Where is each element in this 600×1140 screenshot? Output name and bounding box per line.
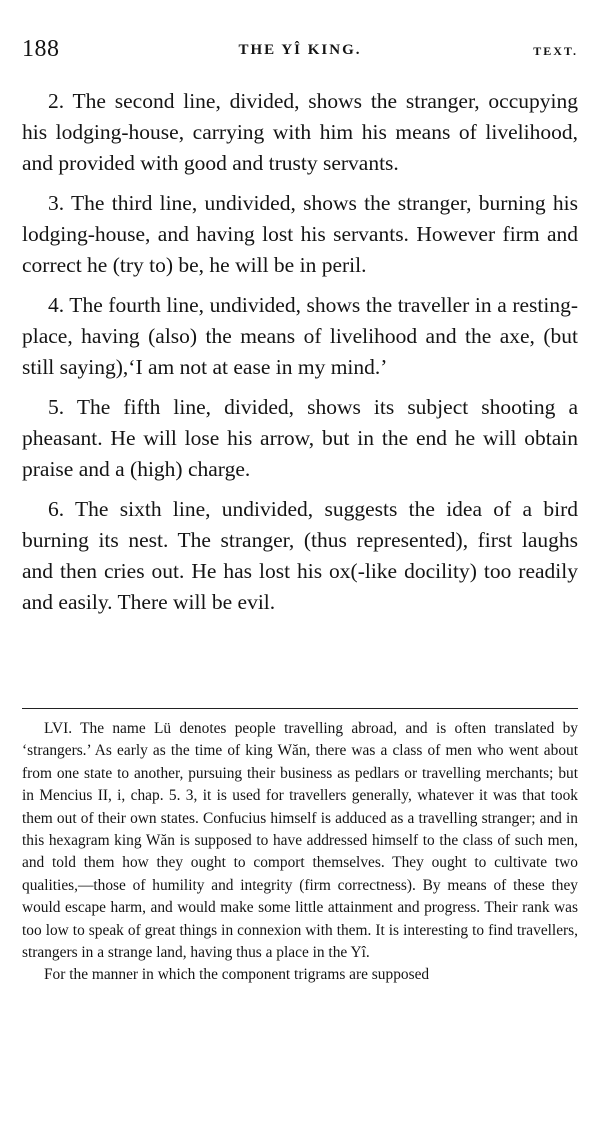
running-title: THE YÎ KING. [238,42,362,58]
main-text [22,86,578,627]
note-lvi: LVI. The name Lü denotes people travelling abroad, and is often translated by ‘strangers.’ As early as the time of king Wăn, there was a class of men who went about from one state to another, pursuing their business as pedlars or travelling merchants; but in Mencius II, i, chap. 5. 3, it is used for travellers generally, whatever it was that took them out of their own states. Confucius himself is adduced as a travelling stranger; and in this hexagram king Wăn is supposed to have addressed himself to the class of such men, and told them how they ought to comport themselves. They ought to cultivate two qualities,—those of humility and integrity (firm correctness). By means of these they would escape harm, and would make some little attainment and progress. Their rank was too low to speak of great things in connexion with them. It is interesting to find travellers, strangers in a strange land, having thus a place in the Yî. [22,720,578,962]
line-2-paragraph: 2. The second line, divided, shows the stranger, occupying his lodging-house, carrying with him his means of livelihood, and provided with good and trusty servants. [22,89,578,175]
note-continuation: For the manner in which the component trigrams are supposed [44,966,430,984]
line-3-paragraph: 3. The third line, undivided, shows the stranger, burning his lodging-house, and having lost his servants. However firm and correct he (try to) be, he will be in peril. [22,191,578,277]
section-marker: TEXT. [533,44,578,58]
page-header [22,36,578,64]
line-5-paragraph: 5. The fifth line, divided, shows its subject shooting a pheasant. He will lose his arrow, but in the end he will obtain praise and a (high) charge. [22,395,578,481]
commentary-notes [22,718,578,987]
line-4-paragraph: 4. The fourth line, undivided, shows the traveller in a resting-place, having (also) the means of livelihood and the axe, (but still saying),‘I am not at ease in my mind.’ [22,293,578,379]
line-6-paragraph: 6. The sixth line, undivided, suggests the idea of a bird burning its nest. The stranger, (thus represented), first laughs and then cries out. He has lost his ox(-like docility) too readily and easily. There will be evil. [22,497,578,614]
page-number: 188 [22,36,60,62]
footnote-divider [22,708,578,709]
